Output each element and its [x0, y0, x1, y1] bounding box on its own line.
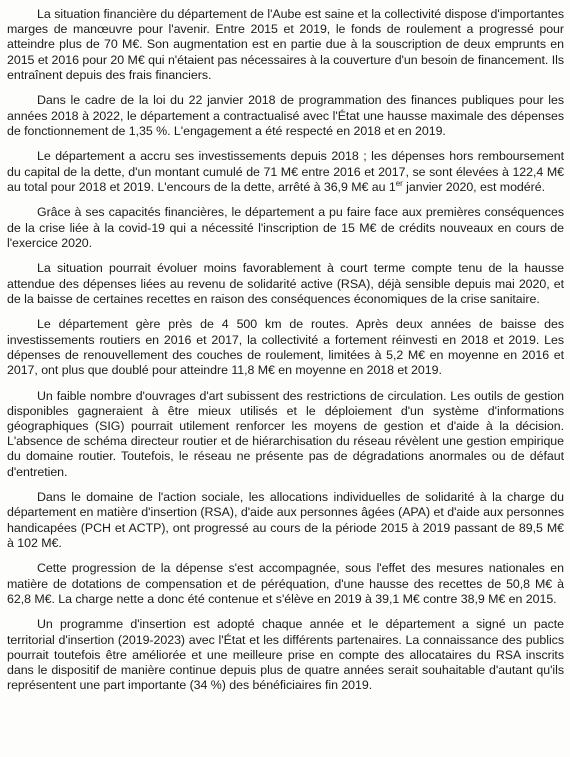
paragraph-programming-law: Dans le cadre de la loi du 22 janvier 2018 de programmation des finances publiques pour les années 2018 à 2022, le département a contractualisé avec l'État une hausse maximale des dépenses de fonctionnement de 1,35 %. L'engagement a été respecté en 2018 et en 2019. [7, 93, 564, 138]
paragraph-roads: Le département gère près de 4 500 km de routes. Après deux années de baisse des investissements routiers en 2016 et 2017, la collectivité a fortement réinvesti en 2018 et 2019. Les dépenses de renouvellement des couches de roulement, limitées à 5,2 M€ en moyenne en 2016 et 2017, ont plus que doublé pour atteindre 11,8 M€ en moyenne en 2018 et 2019. [7, 317, 564, 378]
paragraph-outlook: La situation pourrait évoluer moins favorablement à court terme compte tenu de la hausse attendue des dépenses liées au revenu de solidarité active (RSA), déjà sensible depuis mai 2020, et de la baisse de certaines recettes en raison des conséquences économiques de la crise sanitaire. [7, 261, 564, 306]
paragraph-social-action: Dans le domaine de l'action sociale, les allocations individuelles de solidarité à la charge du département en matière d'insertion (RSA), d'aide aux personnes âgées (APA) et d'aide aux personnes handicapées (PCH et ACTP), ont progressé au cours de la période 2015 à 2019 passant de 89,5 M€ à 102 M€. [7, 490, 564, 550]
paragraph-investments-text: Le département a accru ses investissements depuis 2018 ; les dépenses hors remboursement du capital de la dette, d'un montant cumulé de 71 M€ entre 2016 et 2017, se sont élevées à 122,4 M€ au total pour 2018 et 2019. L'encours de la dette, arrêté à 36,9 M€ au 1 [7, 149, 564, 194]
paragraph-insertion-program: Un programme d'insertion est adopté chaque année et le département a signé un pacte territorial d'insertion (2019-2023) avec l'État et les différents partenaires. La connaissance des publics pourrait toutefois être améliorée et une meilleure prise en compte des allocataires du RSA inscrits dans le dispositif de manière continue depuis plus de quatre années serait souhaitable d'autant qu'ils représentent une part importante (34 %) des bénéficiaires fin 2019. [7, 617, 564, 693]
paragraph-investments [7, 149, 564, 195]
paragraph-expense-progression: Cette progression de la dépense s'est accompagnée, sous l'effet des mesures nationales en matière de dotations de compensation et de péréquation, d'une hausse des recettes de 50,8 M€ à 62,8 M€. La charge nette a donc été contenue et s'élève en 2019 à 39,1 M€ contre 38,9 M€ en 2015. [7, 561, 564, 606]
paragraph-road-management: Un faible nombre d'ouvrages d'art subissent des restrictions de circulation. Les outils de gestion disponibles gagneraient à être mieux utilisés et le déploiement d'un système d'informations géographiques (SIG) pourrait utilement renforcer les moyens de gestion et d'aide à la décision. L'absence de schéma directeur routier et de hiérarchisation du réseau révèlent une gestion empirique du domaine routier. Toutefois, le réseau ne présente pas de dégradations anormales ou de défaut d'entretien. [7, 388, 564, 479]
paragraph-covid-crisis: Grâce à ses capacités financières, le département a pu faire face aux premières conséquences de la crise liée à la covid-19 qui a nécessité l'inscription de 15 M€ de crédits nouveaux en cours de l'exercice 2020. [7, 205, 564, 250]
paragraph-financial-situation: La situation financière du département de l'Aube est saine et la collectivité dispose d'importantes marges de manœuvre pour l'avenir. Entre 2015 et 2019, le fonds de roulement a progressé pour atteindre plus de 70 M€. Son augmentation est en partie due à la souscription de deux emprunts en 2015 et 2016 pour 20 M€ qui n'étaient pas nécessaires à la couverture d'un besoin de financement. Ils entraînent depuis des frais financiers. [7, 7, 564, 82]
paragraph-investments-end: janvier 2020, est modéré. [402, 179, 545, 194]
ordinal-superscript: er [395, 178, 403, 188]
